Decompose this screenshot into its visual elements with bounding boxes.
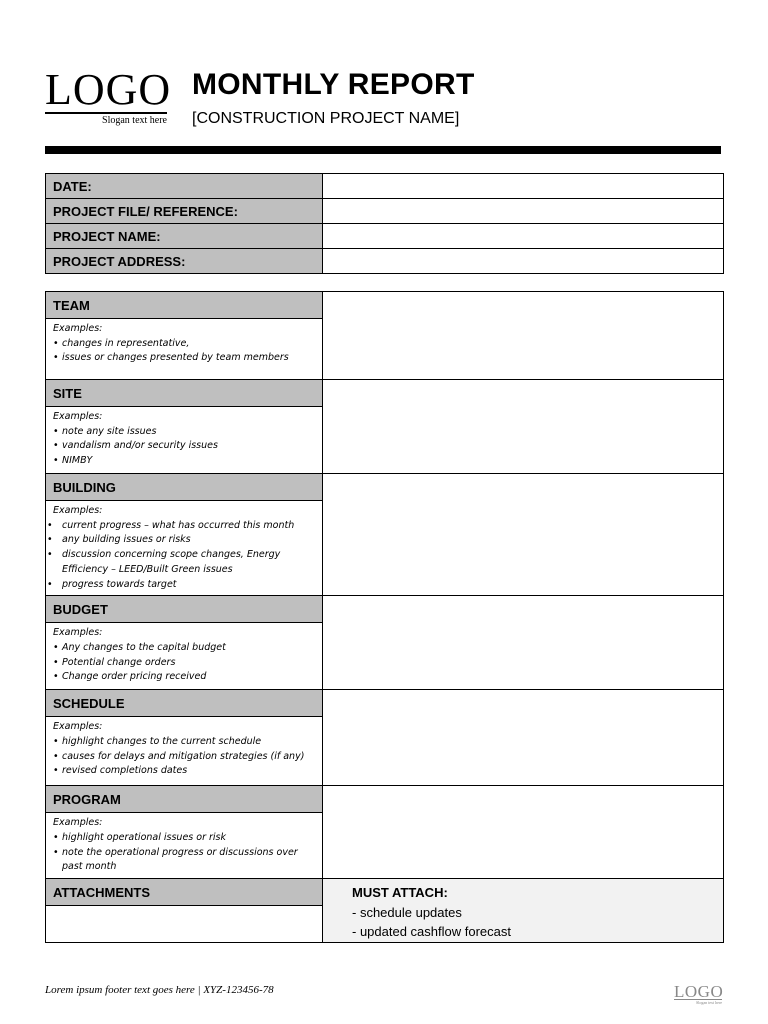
report-sections-table — [45, 291, 724, 943]
section-schedule-examples — [46, 717, 323, 786]
report-title: MONTHLY REPORT — [192, 68, 475, 101]
must-attach-item: - updated cashflow forecast — [352, 924, 511, 940]
info-row-date — [46, 174, 724, 199]
list-item: • Change order pricing received — [53, 670, 318, 685]
must-attach-heading: MUST ATTACH: — [352, 885, 448, 901]
section-building-header-row — [46, 474, 724, 501]
section-site-title: SITE — [46, 380, 323, 407]
section-attachments-header-row — [46, 879, 724, 906]
examples-label: Examples: — [53, 323, 103, 334]
list-item: • highlight operational issues or risk — [53, 831, 318, 846]
section-building-answer[interactable] — [323, 474, 724, 596]
list-item: • Any changes to the capital budget — [53, 641, 318, 656]
section-schedule-answer[interactable] — [323, 690, 724, 786]
project-reference-label: PROJECT FILE/ REFERENCE: — [46, 199, 323, 224]
section-team-answer[interactable] — [323, 292, 724, 380]
list-item: • causes for delays and mitigation strategies (if any) — [53, 750, 318, 765]
project-address-field[interactable] — [323, 249, 724, 274]
section-program-header-row — [46, 786, 724, 813]
header-divider — [45, 146, 721, 154]
list-item: • issues or changes presented by team members — [53, 351, 318, 366]
section-team-title: TEAM — [46, 292, 323, 319]
section-program-title: PROGRAM — [46, 786, 323, 813]
attachments-field[interactable] — [46, 906, 323, 943]
info-row-address — [46, 249, 724, 274]
list-item: • vandalism and/or security issues — [53, 439, 318, 454]
must-attach-box — [323, 879, 724, 943]
section-team-header-row — [46, 292, 724, 319]
logo-text: LOGO — [45, 65, 172, 114]
date-field[interactable] — [323, 174, 724, 199]
list-item: • revised completions dates — [53, 764, 318, 779]
info-row-reference — [46, 199, 724, 224]
project-name-field[interactable] — [323, 224, 724, 249]
list-item: • note any site issues — [53, 425, 318, 440]
section-budget-answer[interactable] — [323, 596, 724, 690]
info-row-project-name — [46, 224, 724, 249]
company-logo — [45, 65, 172, 126]
list-item: • progress towards target — [47, 578, 318, 593]
footer-text: Lorem ipsum footer text goes here | XYZ-123456-78 — [45, 984, 274, 996]
project-name-label: PROJECT NAME: — [46, 224, 323, 249]
section-building-title: BUILDING — [46, 474, 323, 501]
section-budget-header-row — [46, 596, 724, 623]
footer-logo-text: LOGO — [674, 982, 724, 1001]
footer-logo — [674, 984, 722, 1005]
list-item: • discussion concerning scope changes, Energy Efficiency – LEED/Built Green issues — [47, 548, 318, 577]
list-item: • NIMBY — [53, 454, 318, 469]
project-address-label: PROJECT ADDRESS: — [46, 249, 323, 274]
section-program-examples — [46, 813, 323, 879]
list-item: • changes in representative, — [53, 337, 318, 352]
examples-label: Examples: — [53, 627, 103, 639]
project-info-table — [45, 173, 724, 274]
examples-label: Examples: — [53, 721, 103, 733]
section-program-answer[interactable] — [323, 786, 724, 879]
section-budget-title: BUDGET — [46, 596, 323, 623]
footer-logo-slogan: Slogan text here — [696, 1000, 722, 1005]
logo-slogan: Slogan text here — [102, 115, 167, 126]
examples-label: Examples: — [53, 505, 103, 516]
section-site-answer[interactable] — [323, 380, 724, 474]
examples-label: Examples: — [53, 411, 103, 422]
project-name-subtitle: [CONSTRUCTION PROJECT NAME] — [192, 110, 460, 127]
list-item: • Potential change orders — [53, 656, 318, 671]
date-label: DATE: — [46, 174, 323, 199]
list-item: • current progress – what has occurred this month — [47, 519, 318, 534]
list-item: • highlight changes to the current schedule — [53, 735, 318, 750]
must-attach-item: - schedule updates — [352, 904, 462, 920]
section-site-examples — [46, 407, 323, 474]
list-item: • note the operational progress or discussions over past month — [53, 846, 318, 875]
project-reference-field[interactable] — [323, 199, 724, 224]
section-schedule-header-row — [46, 690, 724, 717]
section-schedule-title: SCHEDULE — [46, 690, 323, 717]
section-building-examples — [46, 501, 323, 596]
examples-label: Examples: — [53, 817, 103, 829]
section-budget-examples — [46, 623, 323, 690]
section-site-header-row — [46, 380, 724, 407]
section-team-examples — [46, 319, 323, 380]
list-item: • any building issues or risks — [47, 533, 318, 548]
section-attachments-title: ATTACHMENTS — [46, 879, 323, 906]
